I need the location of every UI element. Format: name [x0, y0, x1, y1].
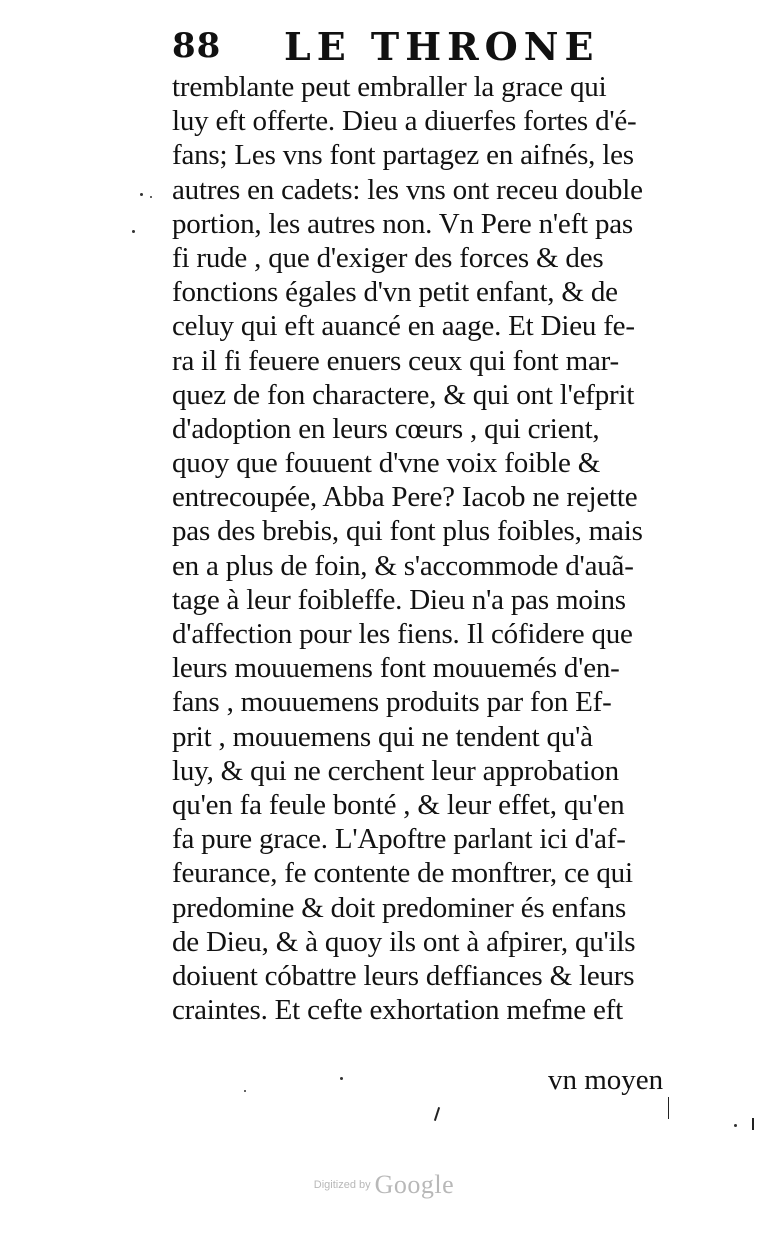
text-line: celuy qui eft auancé en aage. Et Dieu fe-	[172, 310, 635, 343]
watermark-brand: Google	[374, 1170, 455, 1199]
text-line: feurance, fe contente de monftrer, ce qui	[172, 857, 633, 890]
text-line: luy, & qui ne cerchent leur approbation	[172, 754, 619, 787]
text-line: prit , mouuemens qui ne tendent qu'à	[172, 720, 593, 753]
page-header	[172, 24, 602, 72]
scan-speck	[340, 1077, 343, 1080]
text-line: tremblante peut embraller la grace qui	[172, 71, 607, 103]
scan-speck	[150, 196, 152, 198]
text-line: craintes. Et cefte exhortation mefme eft	[172, 994, 623, 1027]
text-line: fi rude , que d'exiger des forces & des	[172, 241, 604, 274]
watermark-prefix: Digitized by	[313, 1179, 371, 1191]
text-line: leurs mouuemens font mouuemés d'en-	[172, 652, 620, 685]
text-line: entrecoupée, Abba Pere? Iacob ne rejette	[172, 481, 638, 514]
scan-speck	[132, 230, 135, 233]
text-line: portion, les autres non. Vn Pere n'eft pas	[172, 207, 633, 240]
scan-mark	[434, 1107, 440, 1121]
scan-speck	[734, 1124, 737, 1127]
scan-mark	[752, 1118, 754, 1130]
text-line: pas des brebis, qui font plus foibles, mais	[172, 515, 643, 548]
text-line: predomine & doit predominer és enfans	[172, 891, 627, 924]
catchword: vn moyen	[548, 1064, 664, 1096]
body-text	[172, 70, 692, 1027]
text-line: quez de fon charactere, & qui ont l'efprit	[172, 378, 635, 411]
text-line: autres en cadets: les vns ont receu double	[172, 173, 643, 206]
text-line: fans , mouuemens produits par fon Ef-	[172, 686, 612, 719]
digitization-watermark	[0, 1170, 768, 1200]
text-line: d'affection pour les fiens. Il cófidere que	[172, 618, 633, 650]
text-line: quoy que fouuent d'vne voix foible &	[172, 447, 601, 480]
text-line: qu'en fa feule bonté , & leur effet, qu'en	[172, 788, 625, 821]
running-title: LE THRONE	[284, 24, 600, 69]
scan-speck	[244, 1090, 246, 1092]
page-number: 88	[172, 26, 222, 66]
text-line: d'adoption en leurs cœurs , qui crient,	[172, 412, 600, 445]
text-line: fonctions égales d'vn petit enfant, & de	[172, 276, 618, 309]
text-line: fans; Les vns font partagez en aifnés, les	[172, 139, 634, 172]
text-line: doiuent cóbattre leurs deffiances & leurs	[172, 959, 635, 992]
text-line: en a plus de foin, & s'accommode d'auã-	[172, 549, 634, 582]
text-line: fa pure grace. L'Apoftre parlant ici d'af-	[172, 823, 626, 856]
scan-speck	[140, 193, 143, 196]
text-line: tage à leur foibleffe. Dieu n'a pas moins	[172, 583, 626, 616]
text-line: luy eft offerte. Dieu a diuerfes fortes d'é-	[172, 105, 637, 138]
scan-mark	[668, 1097, 669, 1119]
text-line: ra il fi feuere enuers ceux qui font mar-	[172, 344, 619, 377]
text-line: de Dieu, & à quoy ils ont à afpirer, qu'ils	[172, 925, 636, 958]
